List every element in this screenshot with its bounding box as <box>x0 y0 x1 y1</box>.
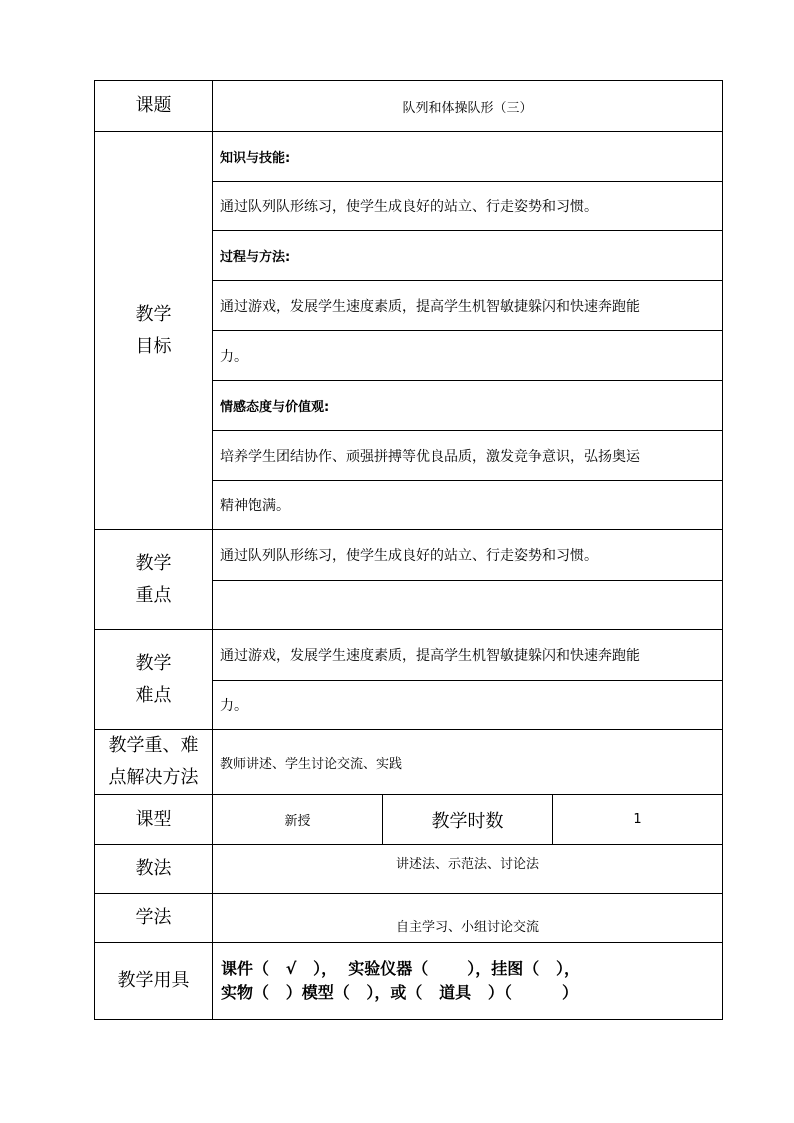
objectives-row <box>95 132 723 182</box>
emotion-heading: 情感态度与价值观: <box>213 381 723 431</box>
objectives-label-line2: 目标 <box>135 335 172 357</box>
tools-cell <box>213 943 723 1020</box>
key-points-label <box>95 530 213 630</box>
title-label: 课题 <box>95 81 213 132</box>
tools-line-2: 实物（ ）模型（ ），或（ 道具 ）（ ） <box>221 983 578 1002</box>
knowledge-text: 通过队列队形练习，使学生成良好的站立、行走姿势和习惯。 <box>213 182 723 231</box>
title-value: 队列和体操队形（三） <box>213 81 723 132</box>
process-text-2: 力。 <box>213 331 723 381</box>
difficulties-row <box>95 630 723 681</box>
difficulties-label-line1: 教学 <box>135 652 172 674</box>
method-solve-label-line1: 教学重、难 <box>108 735 199 756</box>
process-heading: 过程与方法: <box>213 231 723 281</box>
tools-row <box>95 943 723 1020</box>
emotion-text-1: 培养学生团结协作、顽强拼搏等优良品质，激发竞争意识，弘扬奥运 <box>213 431 723 481</box>
learning-method-value: 自主学习、小组讨论交流 <box>395 919 539 935</box>
objectives-label-line1: 教学 <box>135 303 172 325</box>
tools-label: 教学用具 <box>95 943 213 1020</box>
teaching-method-value: 讲述法、示范法、讨论法 <box>213 845 723 894</box>
process-text-1: 通过游戏，发展学生速度素质，提高学生机智敏捷躲闪和快速奔跑能 <box>213 281 723 331</box>
lesson-type-value: 新授 <box>213 795 383 845</box>
lesson-plan-table <box>94 80 723 1020</box>
method-solve-label <box>95 730 213 795</box>
method-solve-label-line2: 点解决方法 <box>108 767 199 788</box>
difficulties-label <box>95 630 213 730</box>
objectives-label <box>95 132 213 530</box>
lesson-type-label: 课型 <box>95 795 213 845</box>
knowledge-heading: 知识与技能: <box>213 132 723 182</box>
hours-value: 1 <box>553 795 723 845</box>
difficulties-text-1: 通过游戏，发展学生速度素质，提高学生机智敏捷躲闪和快速奔跑能 <box>213 630 723 681</box>
teaching-method-row <box>95 845 723 894</box>
hours-label: 教学时数 <box>383 795 553 845</box>
key-points-text: 通过队列队形练习，使学生成良好的站立、行走姿势和习惯。 <box>213 530 723 581</box>
difficulties-label-line2: 难点 <box>135 684 172 706</box>
learning-method-label: 学法 <box>95 894 213 943</box>
method-solve-row <box>95 730 723 795</box>
method-solve-text: 教师讲述、学生讨论交流、实践 <box>213 730 723 795</box>
key-points-row <box>95 530 723 581</box>
emotion-text-2: 精神饱满。 <box>213 481 723 530</box>
difficulties-text-2: 力。 <box>213 681 723 730</box>
lesson-type-row <box>95 795 723 845</box>
teaching-method-label: 教法 <box>95 845 213 894</box>
key-points-text-2 <box>213 581 723 630</box>
key-points-label-line2: 重点 <box>135 584 172 606</box>
key-points-label-line1: 教学 <box>135 552 172 574</box>
learning-method-cell <box>213 894 723 943</box>
tools-line-1: 课件（ √ ）， 实验仪器（ ），挂图（ ）， <box>221 959 580 978</box>
learning-method-row <box>95 894 723 943</box>
title-row <box>95 81 723 132</box>
